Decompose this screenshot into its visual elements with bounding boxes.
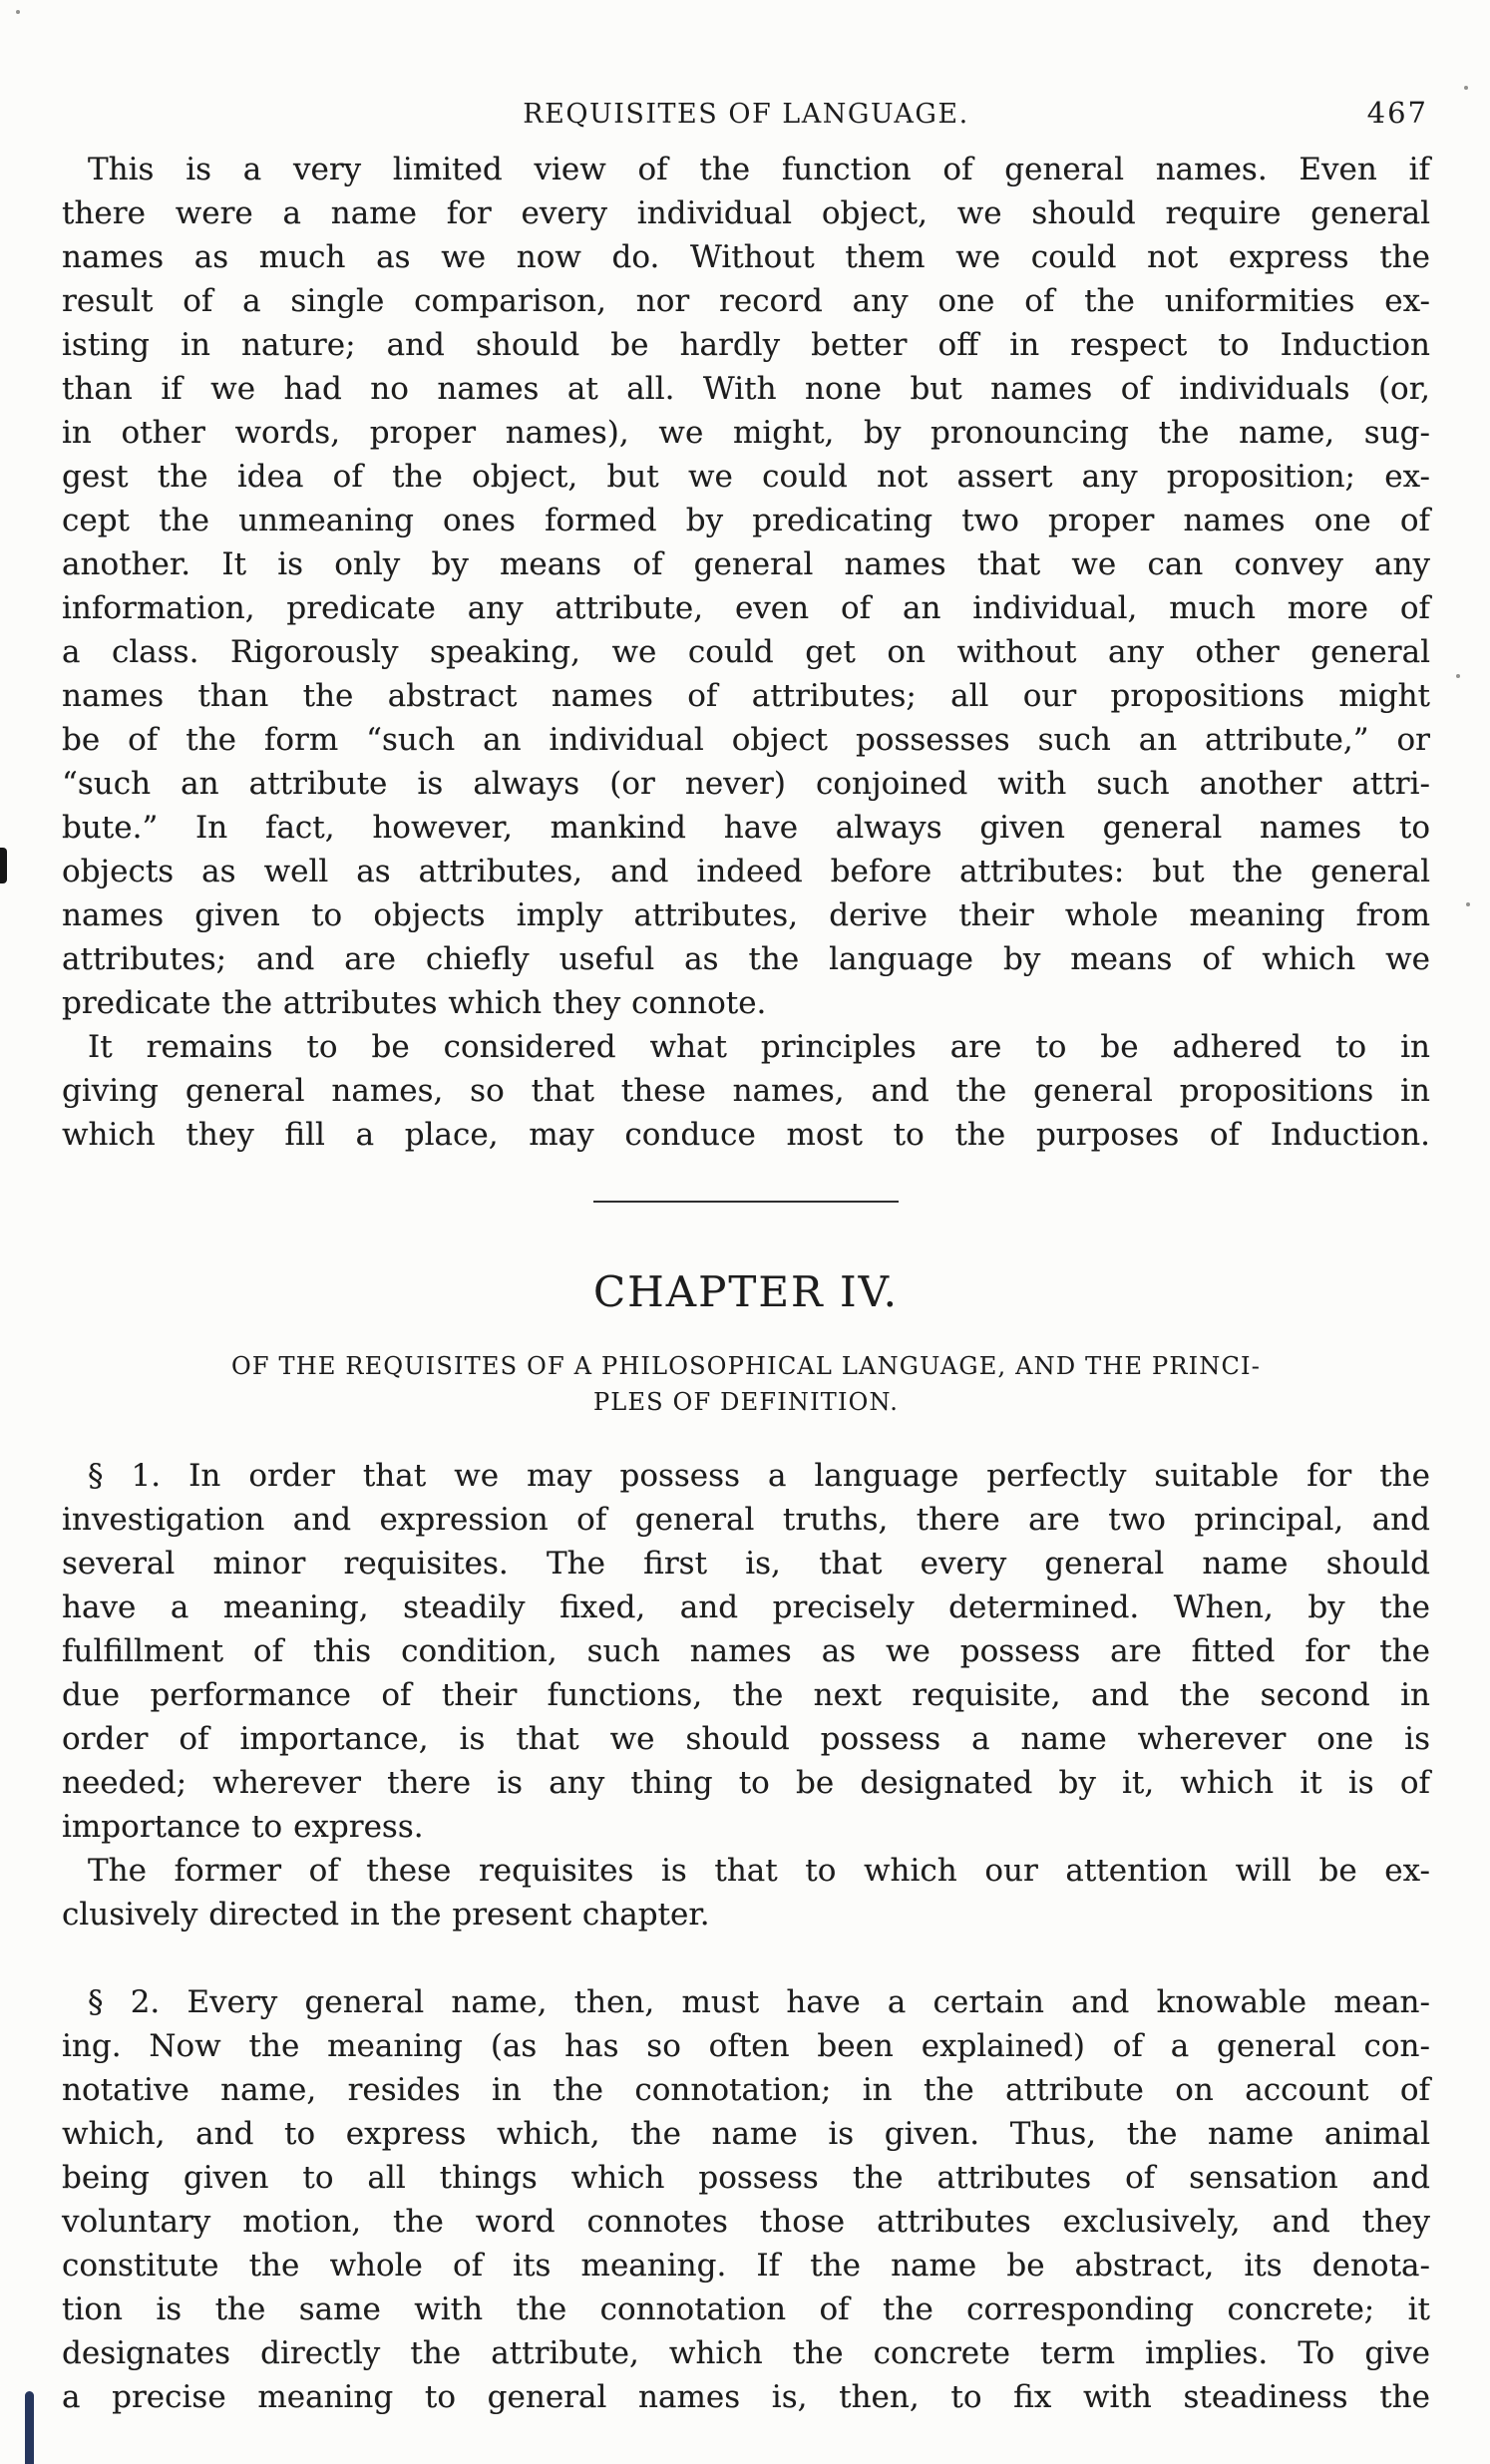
text-line: gest the idea of the object, but we could not assert any proposition; ex-	[62, 459, 1430, 495]
chapter-subtitle-line-1: OF THE REQUISITES OF A PHILOSOPHICAL LANGUAGE, AND THE PRINCI-	[230, 1352, 1262, 1380]
paragraph	[62, 1025, 1430, 1157]
text-line: which, and to express which, the name is given. Thus, the name animal	[62, 2116, 1430, 2152]
text-line: predicate the attributes which they connote.	[62, 985, 767, 1021]
paragraph	[62, 1980, 1430, 2419]
text-line: voluntary motion, the word connotes those attributes exclusively, and they	[62, 2204, 1430, 2240]
paragraph	[62, 1849, 1430, 1936]
text-line: a precise meaning to general names is, then, to fix with steadiness the	[62, 2379, 1430, 2415]
running-head	[62, 96, 1430, 134]
text-line: have a meaning, steadily fixed, and precisely determined. When, by the	[62, 1589, 1430, 1625]
page-header-title: REQUISITES OF LANGUAGE.	[523, 99, 969, 130]
text-line: clusively directed in the present chapter.	[62, 1897, 710, 1933]
chapter-body-section	[62, 1454, 1430, 2419]
page-number: 467	[1366, 96, 1428, 130]
text-line: names given to objects imply attributes, derive their whole meaning from	[62, 897, 1430, 933]
text-line: This is a very limited view of the function of general names. Even if	[88, 152, 1430, 187]
text-line: needed; wherever there is any thing to be designated by it, which it is of	[62, 1765, 1430, 1801]
text-column	[62, 0, 1430, 2419]
text-line: a class. Rigorously speaking, we could get on without any other general	[62, 634, 1430, 670]
text-line: names than the abstract names of attributes; all our propositions might	[62, 678, 1430, 714]
text-line: constitute the whole of its meaning. If the name be abstract, its denota-	[62, 2248, 1430, 2284]
chapter-subtitle-line-2: PLES OF DEFINITION.	[592, 1388, 900, 1416]
text-line: being given to all things which possess the attributes of sensation and	[62, 2160, 1430, 2196]
text-line: isting in nature; and should be hardly better off in respect to Induction	[62, 327, 1430, 363]
scan-artifact-blue-mark	[25, 2391, 34, 2464]
text-line: “such an attribute is always (or never) conjoined with such another attri-	[62, 766, 1430, 802]
text-line: giving general names, so that these names, and the general propositions in	[62, 1073, 1430, 1109]
text-line: designates directly the attribute, which the concrete term implies. To give	[62, 2335, 1430, 2371]
text-line: It remains to be considered what principles are to be adhered to in	[88, 1029, 1430, 1065]
text-line: The former of these requisites is that to which our attention will be ex-	[88, 1853, 1430, 1889]
text-line: due performance of their functions, the next requisite, and the second in	[62, 1677, 1430, 1713]
text-line: there were a name for every individual object, we should require general	[62, 195, 1430, 231]
text-line: investigation and expression of general truths, there are two principal, and	[62, 1502, 1430, 1538]
paragraph	[62, 1454, 1430, 1849]
text-line: result of a single comparison, nor record any one of the uniformities ex-	[62, 283, 1430, 319]
section-divider-rule	[593, 1201, 899, 1203]
text-line: cept the unmeaning ones formed by predicating two proper names one of	[62, 503, 1430, 538]
text-line: fulfillment of this condition, such names as we possess are fitted for the	[62, 1633, 1430, 1669]
scan-artifact-speck	[1456, 674, 1460, 678]
scan-artifact-ink-mark	[0, 848, 7, 883]
text-line: § 1. In order that we may possess a language perfectly suitable for the	[88, 1458, 1430, 1494]
text-line: order of importance, is that we should possess a name wherever one is	[62, 1721, 1430, 1757]
scan-artifact-speck	[1466, 902, 1470, 906]
text-line: another. It is only by means of general names that we can convey any	[62, 546, 1430, 582]
previous-chapter-closing-section	[62, 148, 1430, 1157]
text-line: names as much as we now do. Without them we could not express the	[62, 239, 1430, 275]
text-line: ing. Now the meaning (as has so often been explained) of a general con-	[62, 2028, 1430, 2064]
text-line: in other words, proper names), we might, by pronouncing the name, sug-	[62, 415, 1430, 451]
text-line: importance to express.	[62, 1809, 424, 1845]
text-line: § 2. Every general name, then, must have a certain and knowable mean-	[88, 1984, 1430, 2020]
text-line: several minor requisites. The first is, that every general name should	[62, 1546, 1430, 1582]
text-line: notative name, resides in the connotation; in the attribute on account of	[62, 2072, 1430, 2108]
text-line: be of the form “such an individual object possesses such an attribute,” or	[62, 722, 1430, 758]
text-line: information, predicate any attribute, even of an individual, much more of	[62, 590, 1430, 626]
text-line: which they fill a place, may conduce most to the purposes of Induction.	[62, 1117, 1430, 1153]
paragraph	[62, 148, 1430, 1025]
scan-artifact-speck	[1464, 86, 1468, 90]
scan-artifact-speck	[16, 10, 20, 14]
text-line: objects as well as attributes, and indeed before attributes: but the general	[62, 854, 1430, 889]
text-line: bute.” In fact, however, mankind have always given general names to	[62, 810, 1430, 846]
text-line: than if we had no names at all. With none but names of individuals (or,	[62, 371, 1430, 407]
chapter-subtitle	[62, 1348, 1430, 1420]
chapter-heading: CHAPTER IV.	[593, 1267, 899, 1316]
text-line: tion is the same with the connotation of the corresponding concrete; it	[62, 2291, 1430, 2327]
text-line: attributes; and are chiefly useful as the language by means of which we	[62, 941, 1430, 977]
